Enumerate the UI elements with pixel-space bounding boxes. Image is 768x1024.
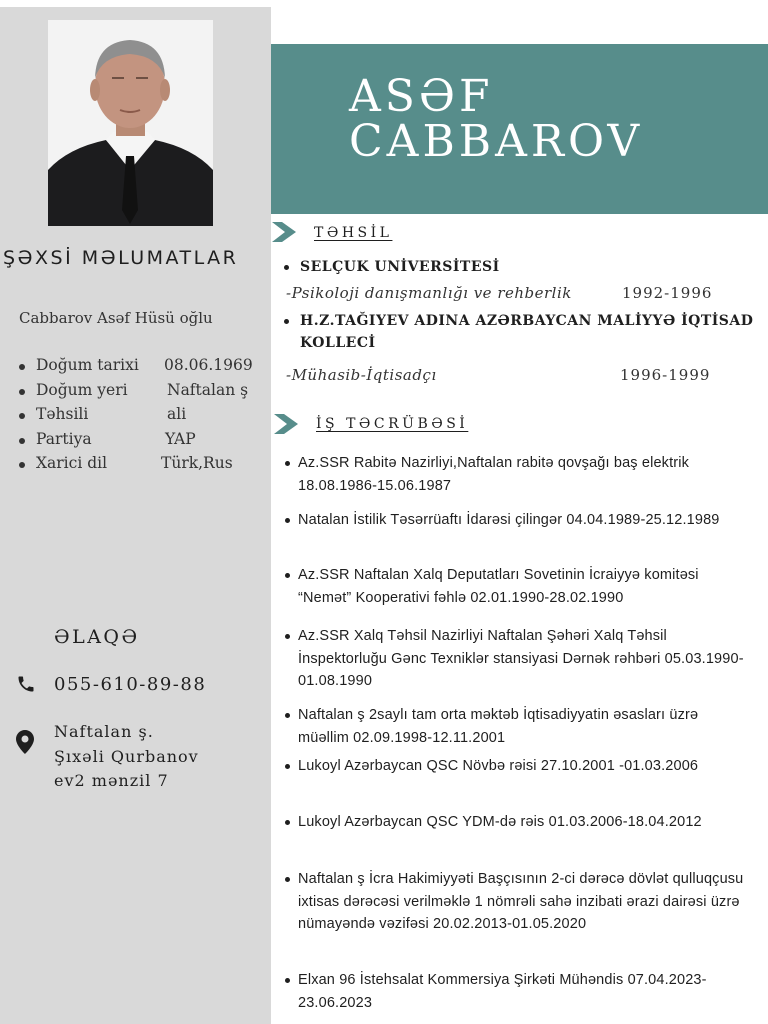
experience-item: Lukoyl Azərbaycan QSC YDM-də rəis 01.03.2006-18.04.2012: [285, 811, 753, 834]
bullet: [19, 413, 25, 419]
education-title: TƏHSİL: [314, 225, 393, 241]
bullet: [19, 364, 25, 370]
info-label: Doğum tarixi: [36, 356, 139, 374]
chevron-right-icon: [274, 414, 298, 434]
first-name: ASƏF: [349, 71, 494, 122]
experience-item: Naftalan ş 2saylı tam orta məktəb İqtisadiyyatin əsasları üzrə müəllim 02.09.1998-12.11.2001: [285, 704, 753, 749]
education-item: [282, 310, 766, 354]
experience-item: Natalan İstilik Təsərrüaftı İdarəsi çilingər 04.04.1989-25.12.1989: [285, 509, 753, 532]
experience-item: Az.SSR Rabitə Nazirliyi,Naftalan rabitə qovşağı baş elektrik 18.08.1986-15.06.1987: [285, 452, 753, 497]
info-value: Naftalan ş: [167, 380, 249, 399]
last-name: CABBAROV: [349, 116, 644, 167]
bullet: [285, 978, 290, 983]
education-institution: H.Z.TAĞIYEV ADINA AZƏRBAYCAN MALİYYƏ İQTİSAD KOLLECİ: [282, 310, 766, 354]
phone-icon: [16, 674, 36, 694]
address-line: ev2 mənzil 7: [54, 771, 169, 790]
experience-item: Naftalan ş İcra Hakimiyyəti Başçısının 2-ci dərəcə dövlət qulluqçusu ixtisas dərəcəsi verilməklə 1 nömrəli sahə inzibati ərazi dairəsi üzrə nümayəndə vəzifəsi 20.02.2013-01.05.2020: [285, 868, 753, 936]
bullet: [284, 319, 289, 324]
experience-item: Az.SSR Naftalan Xalq Deputatları Sovetinin İcraiyyə komitəsi “Nemət” Kooperativi fəhlə 02.01.1990-28.02.1990: [285, 564, 753, 609]
info-value: YAP: [165, 429, 196, 448]
info-value: 08.06.1969: [164, 356, 253, 374]
full-name: Cabbarov Asəf Hüsü oğlu: [19, 309, 213, 327]
profile-photo: [48, 20, 213, 226]
bullet: [285, 764, 290, 769]
address-line: Naftalan ş.: [54, 722, 154, 741]
address-line: Şıxəli Qurbanov: [54, 746, 199, 766]
education-years: 1992-1996: [622, 284, 713, 302]
bullet: [285, 461, 290, 466]
experience-item: Elxan 96 İstehsalat Kommersiya Şirkəti Mühəndis 07.04.2023-23.06.2023: [285, 969, 753, 1014]
info-label: Doğum yeri: [36, 380, 128, 399]
bullet: [19, 462, 25, 468]
experience-item: Lukoyl Azərbaycan QSC Növbə rəisi 27.10.2001 -01.03.2006: [285, 755, 753, 778]
education-institution: SELÇUK UNİVERSİTESİ: [282, 256, 766, 278]
personal-info-title: ŞƏXSİ MƏLUMATLAR: [3, 247, 239, 269]
education-item: [282, 256, 766, 278]
bullet: [285, 877, 290, 882]
bullet: [285, 820, 290, 825]
location-pin-icon: [16, 730, 34, 754]
info-label: Partiya: [36, 429, 92, 448]
info-value: Türk,Rus: [161, 454, 233, 472]
info-label: Təhsili: [36, 405, 89, 423]
phone-number: 055-610-89-88: [54, 674, 207, 695]
bullet: [285, 713, 290, 718]
education-years: 1996-1999: [620, 366, 711, 384]
bullet: [19, 438, 25, 444]
experience-title: İŞ TƏCRÜBƏSİ: [316, 416, 469, 432]
bullet: [19, 389, 25, 395]
bullet: [285, 573, 290, 578]
bullet: [285, 518, 290, 523]
bullet: [284, 265, 289, 270]
info-label: Xarici dil: [36, 454, 108, 472]
education-field: -Psikoloji danışmanlığı ve rehberlik: [286, 284, 572, 302]
contact-title: ƏLAQƏ: [54, 626, 140, 648]
info-value: ali: [167, 405, 187, 423]
experience-item: Az.SSR Xalq Təhsil Nazirliyi Naftalan Şəhəri Xalq Təhsil İnspektorluğu Gənc Texniklər stansiyasi Dərnək rəhbəri 05.03.1990-01.08.1990: [285, 625, 753, 693]
chevron-right-icon: [272, 222, 296, 242]
education-field: -Mühasib-İqtisadçı: [286, 366, 437, 384]
address: [54, 720, 199, 794]
bullet: [285, 634, 290, 639]
